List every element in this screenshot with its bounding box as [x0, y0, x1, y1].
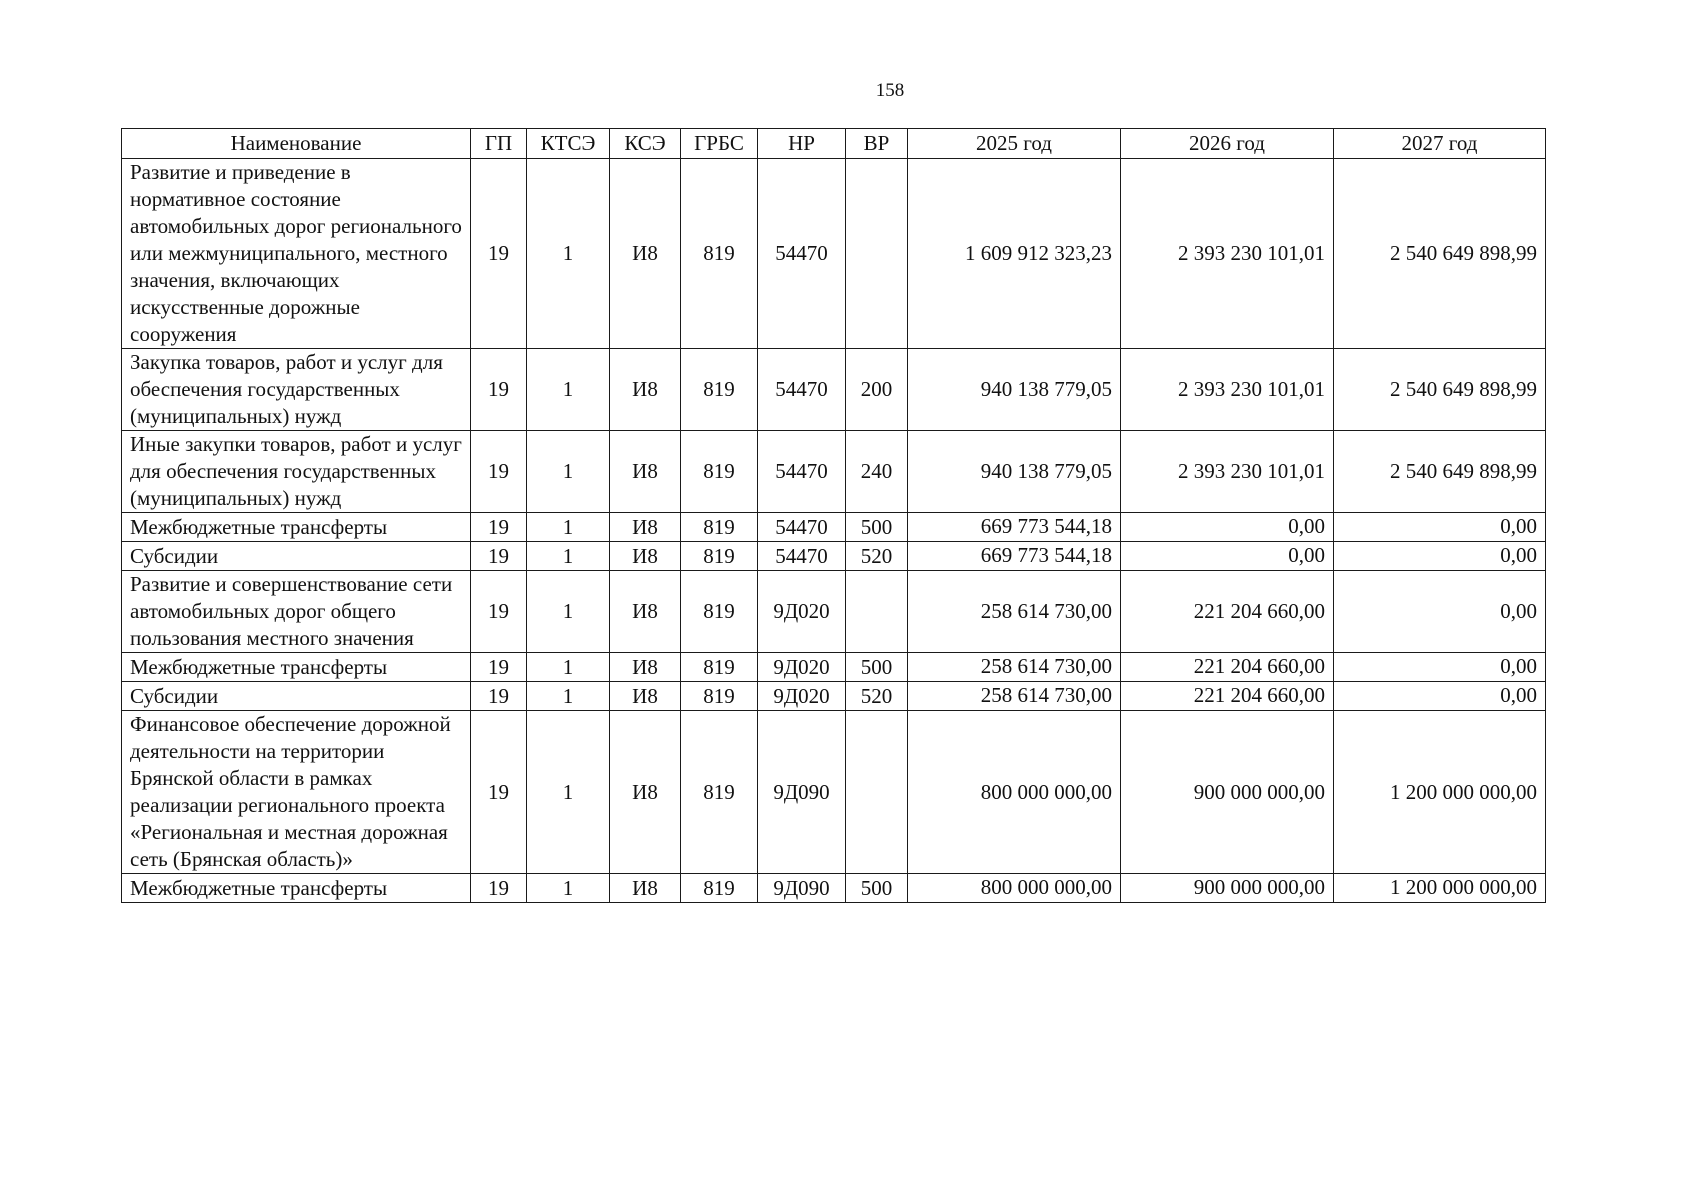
table-row — [122, 349, 1546, 431]
table-row — [122, 682, 1546, 711]
row-nr: 54470 — [758, 513, 846, 542]
header-ktse: КТСЭ — [527, 129, 610, 159]
row-amount-2025: 258 614 730,00 — [908, 571, 1121, 653]
row-vr: 500 — [846, 653, 908, 682]
row-amount-2025: 258 614 730,00 — [908, 682, 1121, 711]
row-amount-2026: 2 393 230 101,01 — [1121, 159, 1334, 349]
row-amount-2025: 1 609 912 323,23 — [908, 159, 1121, 349]
header-nr: НР — [758, 129, 846, 159]
row-grbs: 819 — [681, 711, 758, 874]
row-name: Иные закупки товаров, работ и услуг для обеспечения государственных (муниципальных) нужд — [122, 431, 471, 513]
row-amount-2026: 0,00 — [1121, 542, 1334, 571]
row-kse: И8 — [610, 874, 681, 903]
row-amount-2025: 800 000 000,00 — [908, 711, 1121, 874]
header-2025: 2025 год — [908, 129, 1121, 159]
row-grbs: 819 — [681, 874, 758, 903]
table-row — [122, 571, 1546, 653]
row-grbs: 819 — [681, 349, 758, 431]
row-grbs: 819 — [681, 431, 758, 513]
table-row — [122, 542, 1546, 571]
row-gp: 19 — [471, 513, 527, 542]
row-kse: И8 — [610, 349, 681, 431]
row-amount-2027: 2 540 649 898,99 — [1334, 349, 1546, 431]
row-amount-2027: 0,00 — [1334, 571, 1546, 653]
row-amount-2026: 0,00 — [1121, 513, 1334, 542]
row-ktse: 1 — [527, 653, 610, 682]
header-2026: 2026 год — [1121, 129, 1334, 159]
row-kse: И8 — [610, 571, 681, 653]
row-amount-2026: 221 204 660,00 — [1121, 653, 1334, 682]
row-grbs: 819 — [681, 653, 758, 682]
row-nr: 9Д090 — [758, 711, 846, 874]
row-ktse: 1 — [527, 542, 610, 571]
row-name: Субсидии — [122, 682, 471, 711]
row-nr: 54470 — [758, 159, 846, 349]
row-amount-2027: 0,00 — [1334, 542, 1546, 571]
header-gp: ГП — [471, 129, 527, 159]
row-kse: И8 — [610, 682, 681, 711]
header-grbs: ГРБС — [681, 129, 758, 159]
row-ktse: 1 — [527, 513, 610, 542]
row-ktse: 1 — [527, 874, 610, 903]
table-row — [122, 431, 1546, 513]
row-gp: 19 — [471, 874, 527, 903]
row-gp: 19 — [471, 711, 527, 874]
row-ktse: 1 — [527, 159, 610, 349]
row-amount-2026: 900 000 000,00 — [1121, 711, 1334, 874]
row-gp: 19 — [471, 682, 527, 711]
row-grbs: 819 — [681, 159, 758, 349]
row-amount-2025: 669 773 544,18 — [908, 542, 1121, 571]
row-kse: И8 — [610, 653, 681, 682]
row-gp: 19 — [471, 431, 527, 513]
row-kse: И8 — [610, 159, 681, 349]
table-row — [122, 711, 1546, 874]
row-vr — [846, 711, 908, 874]
row-vr: 520 — [846, 542, 908, 571]
row-ktse: 1 — [527, 349, 610, 431]
row-name: Развитие и приведение в нормативное состояние автомобильных дорог регионального или межмуниципального, местного значения, включающих искусственные дорожные сооружения — [122, 159, 471, 349]
row-nr: 54470 — [758, 542, 846, 571]
row-vr: 500 — [846, 513, 908, 542]
row-nr: 9Д090 — [758, 874, 846, 903]
row-vr — [846, 571, 908, 653]
row-amount-2027: 1 200 000 000,00 — [1334, 874, 1546, 903]
row-gp: 19 — [471, 653, 527, 682]
table-row — [122, 874, 1546, 903]
row-nr: 54470 — [758, 431, 846, 513]
row-amount-2027: 0,00 — [1334, 682, 1546, 711]
row-amount-2027: 2 540 649 898,99 — [1334, 431, 1546, 513]
row-grbs: 819 — [681, 682, 758, 711]
row-gp: 19 — [471, 349, 527, 431]
row-amount-2025: 258 614 730,00 — [908, 653, 1121, 682]
row-kse: И8 — [610, 431, 681, 513]
row-gp: 19 — [471, 542, 527, 571]
row-amount-2025: 940 138 779,05 — [908, 431, 1121, 513]
row-nr: 9Д020 — [758, 682, 846, 711]
row-name: Межбюджетные трансферты — [122, 874, 471, 903]
header-2027: 2027 год — [1334, 129, 1546, 159]
row-name: Межбюджетные трансферты — [122, 653, 471, 682]
row-ktse: 1 — [527, 571, 610, 653]
row-grbs: 819 — [681, 571, 758, 653]
row-amount-2027: 1 200 000 000,00 — [1334, 711, 1546, 874]
row-amount-2027: 2 540 649 898,99 — [1334, 159, 1546, 349]
row-ktse: 1 — [527, 682, 610, 711]
row-vr: 240 — [846, 431, 908, 513]
row-gp: 19 — [471, 159, 527, 349]
row-kse: И8 — [610, 513, 681, 542]
table-row — [122, 653, 1546, 682]
row-gp: 19 — [471, 571, 527, 653]
row-name: Субсидии — [122, 542, 471, 571]
row-name: Развитие и совершенствование сети автомобильных дорог общего пользования местного значения — [122, 571, 471, 653]
row-nr: 54470 — [758, 349, 846, 431]
page-number: 158 — [875, 80, 905, 101]
row-amount-2026: 2 393 230 101,01 — [1121, 349, 1334, 431]
table-row — [122, 159, 1546, 349]
row-amount-2026: 221 204 660,00 — [1121, 571, 1334, 653]
header-vr: ВР — [846, 129, 908, 159]
row-amount-2025: 940 138 779,05 — [908, 349, 1121, 431]
row-amount-2026: 900 000 000,00 — [1121, 874, 1334, 903]
row-amount-2026: 2 393 230 101,01 — [1121, 431, 1334, 513]
row-vr: 520 — [846, 682, 908, 711]
row-vr: 500 — [846, 874, 908, 903]
row-amount-2025: 800 000 000,00 — [908, 874, 1121, 903]
row-grbs: 819 — [681, 513, 758, 542]
row-amount-2027: 0,00 — [1334, 653, 1546, 682]
row-kse: И8 — [610, 542, 681, 571]
row-grbs: 819 — [681, 542, 758, 571]
row-amount-2026: 221 204 660,00 — [1121, 682, 1334, 711]
table-row — [122, 513, 1546, 542]
header-kse: КСЭ — [610, 129, 681, 159]
row-ktse: 1 — [527, 431, 610, 513]
row-kse: И8 — [610, 711, 681, 874]
row-ktse: 1 — [527, 711, 610, 874]
row-amount-2025: 669 773 544,18 — [908, 513, 1121, 542]
budget-table — [121, 128, 1546, 903]
header-name: Наименование — [122, 129, 471, 159]
row-amount-2027: 0,00 — [1334, 513, 1546, 542]
row-name: Межбюджетные трансферты — [122, 513, 471, 542]
row-vr: 200 — [846, 349, 908, 431]
table-header-row — [122, 129, 1546, 159]
row-name: Финансовое обеспечение дорожной деятельности на территории Брянской области в рамках реализации регионального проекта «Региональная и местная дорожная сеть (Брянская область)» — [122, 711, 471, 874]
row-nr: 9Д020 — [758, 571, 846, 653]
row-name: Закупка товаров, работ и услуг для обеспечения государственных (муниципальных) нужд — [122, 349, 471, 431]
row-vr — [846, 159, 908, 349]
row-nr: 9Д020 — [758, 653, 846, 682]
